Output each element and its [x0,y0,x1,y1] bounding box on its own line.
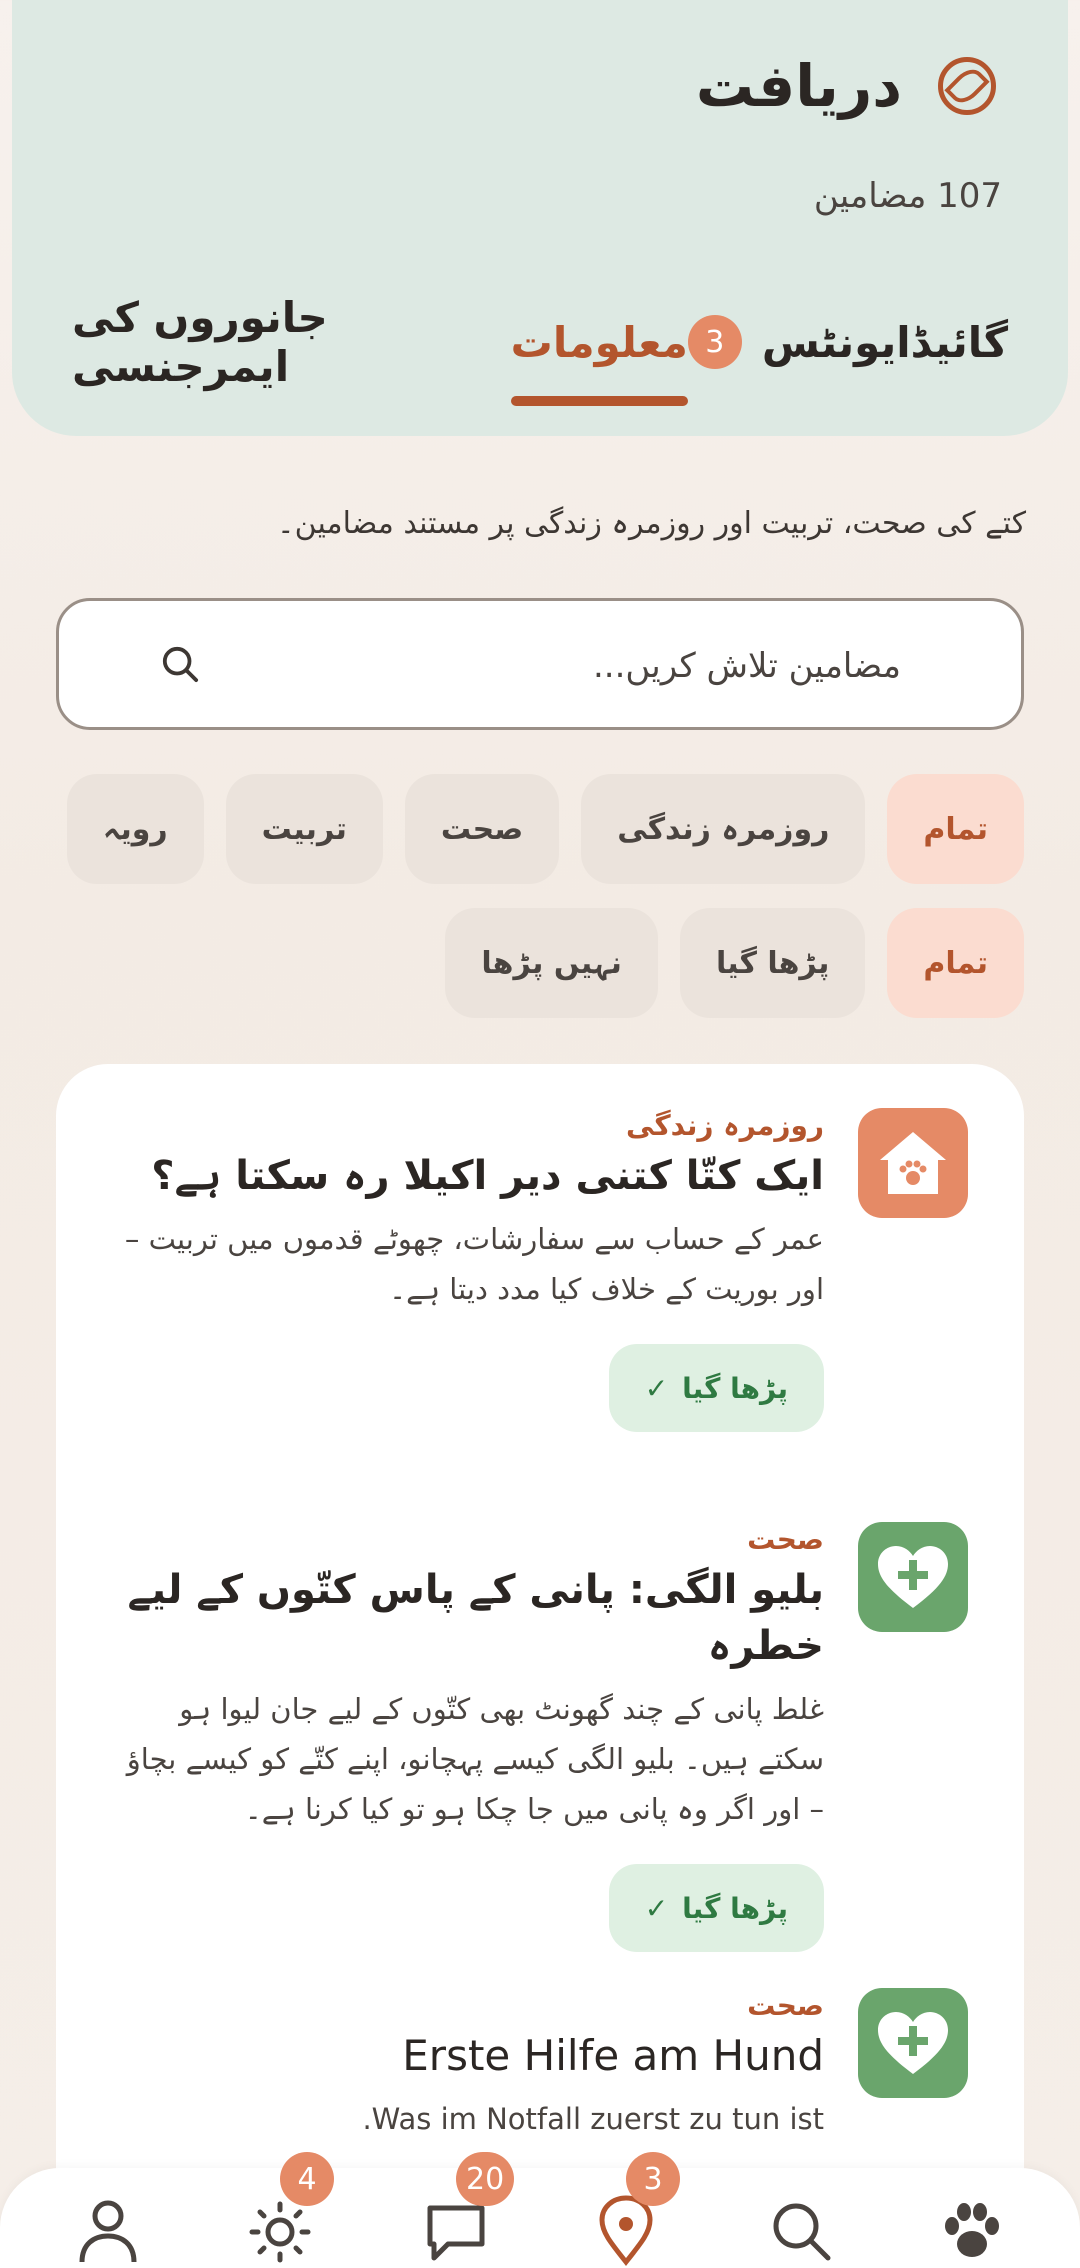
tab-label: جانوروں کی ایمرجنسی [72,293,328,391]
tab-bar [72,293,1008,412]
filter-category-all[interactable]: تمام [887,774,1024,884]
heart-plus-icon [858,1522,968,1632]
read-status-label: پڑھا گیا [682,1371,788,1405]
article-category: روزمرہ زندگی [626,1109,824,1142]
article-count: 107 مضامین [813,176,1002,216]
weather-badge: 4 [280,2152,334,2206]
profile-icon [72,2194,144,2266]
filter-read[interactable]: پڑھا گیا [680,908,865,1018]
bottom-navigation [0,2161,1080,2268]
filter-category-training[interactable]: تربیت [226,774,383,884]
heart-plus-icon [858,1988,968,2098]
article-description: غلط پانی کے چند گھونٹ بھی کتّوں کے لیے جان لیوا ہو سکتے ہیں۔ بلیو الگی کیسے پہچانو، اپنے کتّے کو کیسے بچاؤ – اور اگر وہ پانی میں جا چکا ہو تو کیا کرنا ہے۔ [126,1692,824,1826]
nav-profile[interactable] [72,2194,144,2266]
article-list [56,1064,1024,2268]
read-filter-row [445,908,1024,1018]
read-status-badge [609,1344,824,1432]
article-card[interactable] [108,1988,968,2188]
nav-search[interactable] [764,2194,836,2266]
check-icon: ✓ [644,1891,669,1925]
read-status-badge [609,1864,824,1952]
tab-label: معلومات [510,317,688,367]
compass-icon [938,57,996,115]
tab-guide[interactable] [911,302,1008,382]
header [12,0,1068,436]
map-badge: 3 [626,2152,680,2206]
events-count-badge: 3 [688,315,742,369]
check-icon: ✓ [644,1371,669,1405]
read-status-label: پڑھا گیا [682,1891,788,1925]
article-card[interactable] [108,1522,968,1925]
nav-messages[interactable] [420,2161,505,2266]
search-icon[interactable] [161,645,199,683]
nav-home[interactable] [936,2194,1008,2266]
tab-label: ایونٹس [761,317,911,367]
nav-map[interactable] [590,2161,663,2266]
article-description: Was im Notfall zuerst zu tun ist. [362,2102,824,2136]
article-title: Erste Hilfe am Hund [402,2031,824,2080]
article-description: عمر کے حساب سے سفارشات، چھوٹے قدموں میں تربیت – اور بوریت کے خلاف کیا مدد دیتا ہے۔ [124,1222,824,1306]
page-title: دریافت [695,52,902,120]
filter-read-all[interactable]: تمام [887,908,1024,1018]
house-paw-icon [858,1108,968,1218]
title-row [696,52,996,120]
nav-weather[interactable] [244,2161,317,2266]
search-input[interactable] [199,631,901,701]
search-box [56,598,1024,730]
tab-animal-emergency[interactable] [72,293,511,391]
article-card[interactable] [108,1108,968,1438]
tab-label: گائیڈ [910,317,1008,367]
messages-badge: 20 [456,2152,514,2206]
filter-category-daily-life[interactable]: روزمرہ زندگی [581,774,865,884]
article-title: ایک کتّا کتنی دیر اکیلا رہ سکتا ہے؟ [151,1153,824,1199]
search-icon [764,2194,836,2266]
category-filter-row [67,774,1024,884]
article-category: صحت [747,1989,824,2022]
article-category: صحت [747,1523,824,1556]
tab-events[interactable] [688,302,911,382]
article-title: بلیو الگی: پانی کے پاس کتّوں کے لیے خطرہ [127,1567,824,1669]
filter-category-behavior[interactable]: رویہ [67,774,204,884]
tab-information[interactable] [511,302,688,382]
intro-text: کتے کی صحت، تربیت اور روزمرہ زندگی پر مستند مضامین۔ [277,506,1026,541]
paw-icon [936,2194,1008,2266]
filter-category-health[interactable]: صحت [405,774,559,884]
filter-unread[interactable]: نہیں پڑھا [445,908,658,1018]
